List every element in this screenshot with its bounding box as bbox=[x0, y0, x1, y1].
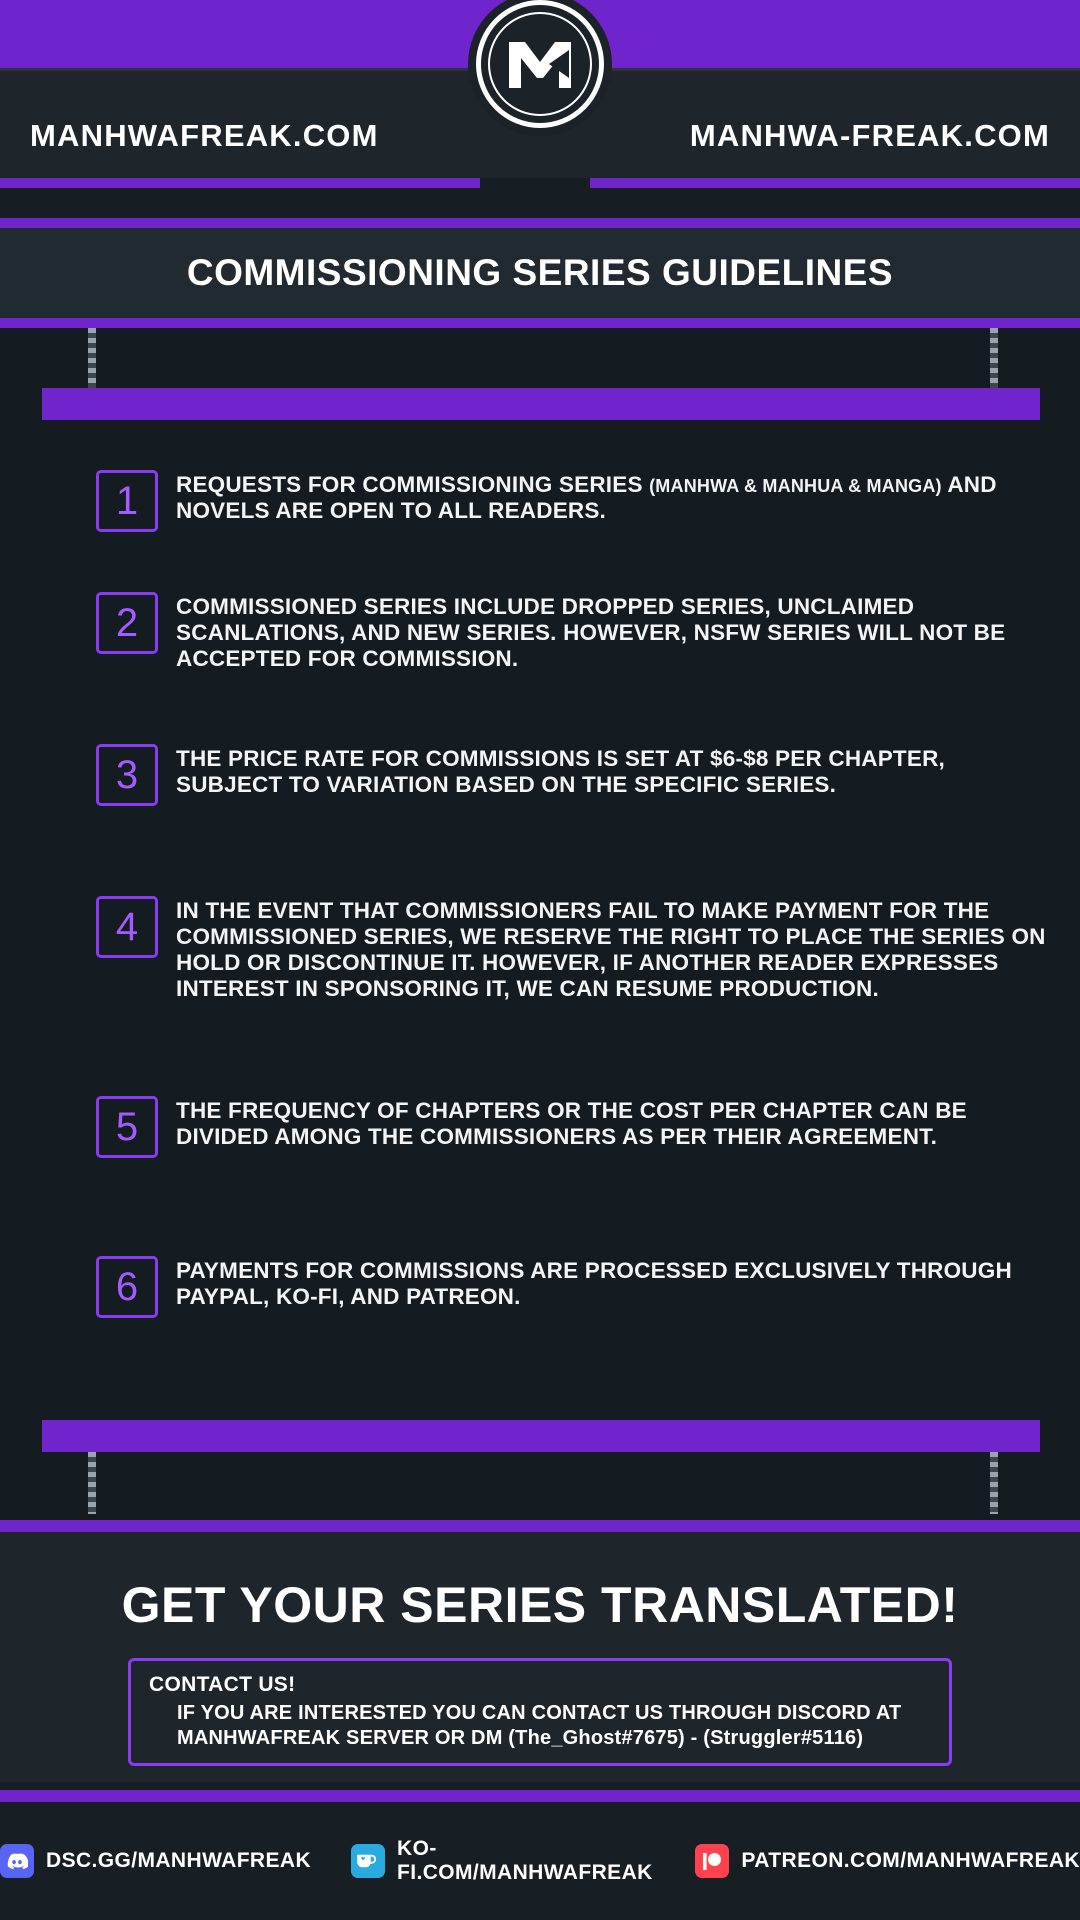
header-underline-right bbox=[590, 178, 1080, 188]
patreon-icon bbox=[695, 1844, 729, 1878]
rule-number-badge-1 bbox=[96, 470, 158, 532]
rule-number-badge-6 bbox=[96, 1256, 158, 1318]
rule-number-5: 5 bbox=[115, 1105, 139, 1149]
chain-left-top-icon bbox=[88, 328, 96, 390]
footer-divider-bottom bbox=[0, 1790, 1080, 1802]
link-kofi-label: KO-FI.COM/MANHWAFREAK bbox=[397, 1837, 653, 1884]
rule-number-6: 6 bbox=[115, 1265, 139, 1309]
rule-number-badge-5 bbox=[96, 1096, 158, 1158]
contact-box bbox=[128, 1658, 952, 1766]
title-band bbox=[0, 228, 1080, 318]
rule-text-1 bbox=[176, 470, 1046, 524]
rule-text-2: COMMISSIONED SERIES INCLUDE DROPPED SERIES, UNCLAIMED SCANLATIONS, AND NEW SERIES. HOWEVER, NSFW SERIES WILL NOT BE ACCEPTED FOR COMMISSION. bbox=[176, 594, 1006, 672]
header-underline-left bbox=[0, 178, 480, 188]
rule-text-4: IN THE EVENT THAT COMMISSIONERS FAIL TO MAKE PAYMENT FOR THE COMMISSIONED SERIES, WE RESERVE THE RIGHT TO PLACE THE SERIES ON HOLD OR DISCONTINUE IT. HOWEVER, IF ANOTHER READER EXPRESSES INTEREST IN SPONSORING IT, WE CAN RESUME PRODUCTION. bbox=[176, 898, 1046, 1002]
logo-m-glyph bbox=[505, 36, 575, 92]
link-patreon[interactable] bbox=[695, 1844, 1080, 1878]
title-divider-top bbox=[0, 218, 1080, 228]
logo-inner-ring bbox=[488, 12, 592, 116]
discord-icon bbox=[0, 1844, 34, 1878]
contact-body: IF YOU ARE INTERESTED YOU CAN CONTACT US THROUGH DISCORD AT MANHWAFREAK SERVER OR DM (The_Ghost#7675) - (Struggler#5116) bbox=[177, 1702, 902, 1749]
social-links-bar bbox=[0, 1802, 1080, 1920]
rule-number-4: 4 bbox=[115, 905, 139, 949]
rule-number-badge-2 bbox=[96, 592, 158, 654]
rule-number-3: 3 bbox=[115, 753, 139, 797]
rule-number-badge-3 bbox=[96, 744, 158, 806]
hanging-bar-top bbox=[42, 388, 1040, 420]
rule-item-4 bbox=[96, 896, 1046, 1002]
rule-text-1-part-b: AND NOVELS ARE OPEN TO ALL READERS. bbox=[176, 472, 997, 524]
rule-text-1-part-a: REQUESTS FOR COMMISSIONING SERIES bbox=[176, 472, 650, 497]
rule-item-6 bbox=[96, 1256, 1046, 1318]
page-title: COMMISSIONING SERIES GUIDELINES bbox=[186, 252, 894, 293]
site-domain-right: MANHWA-FREAK.COM bbox=[689, 118, 1050, 153]
chain-right-bottom-icon bbox=[990, 1452, 998, 1514]
footer-headline: GET YOUR SERIES TRANSLATED! bbox=[121, 1577, 959, 1633]
manhwafreak-logo-icon bbox=[476, 0, 604, 128]
rule-text-1-parenthetical: (MANHWA & MANHUA & MANGA) bbox=[649, 476, 942, 496]
kofi-icon bbox=[351, 1844, 385, 1878]
rule-text-6: PAYMENTS FOR COMMISSIONS ARE PROCESSED EXCLUSIVELY THROUGH PAYPAL, KO-FI, AND PATREON. bbox=[176, 1258, 1012, 1310]
chain-left-bottom-icon bbox=[88, 1452, 96, 1514]
link-kofi[interactable] bbox=[351, 1837, 655, 1885]
contact-title: CONTACT US! bbox=[149, 1673, 296, 1696]
footer-divider-top bbox=[0, 1520, 1080, 1532]
chain-right-top-icon bbox=[990, 328, 998, 390]
link-patreon-label: PATREON.COM/MANHWAFREAK bbox=[741, 1849, 1080, 1872]
link-discord-label: DSC.GG/MANHWAFREAK bbox=[46, 1849, 312, 1872]
rule-number-badge-4 bbox=[96, 896, 158, 958]
site-domain-left: MANHWAFREAK.COM bbox=[30, 118, 379, 153]
hanging-bar-bottom bbox=[42, 1420, 1040, 1452]
link-discord[interactable] bbox=[0, 1844, 311, 1878]
rule-text-5: THE FREQUENCY OF CHAPTERS OR THE COST PER CHAPTER CAN BE DIVIDED AMONG THE COMMISSIONERS AS PER THEIR AGREEMENT. bbox=[176, 1098, 967, 1150]
rule-text-3: THE PRICE RATE FOR COMMISSIONS IS SET AT $6-$8 PER CHAPTER, SUBJECT TO VARIATION BASED ON THE SPECIFIC SERIES. bbox=[176, 746, 945, 798]
rule-number-1: 1 bbox=[115, 479, 139, 523]
rule-item-2 bbox=[96, 592, 1046, 672]
rule-item-5 bbox=[96, 1096, 1046, 1158]
rule-item-3 bbox=[96, 744, 1046, 806]
rule-item-1 bbox=[96, 470, 1046, 532]
title-divider-bottom bbox=[0, 318, 1080, 328]
rule-number-2: 2 bbox=[115, 601, 139, 645]
